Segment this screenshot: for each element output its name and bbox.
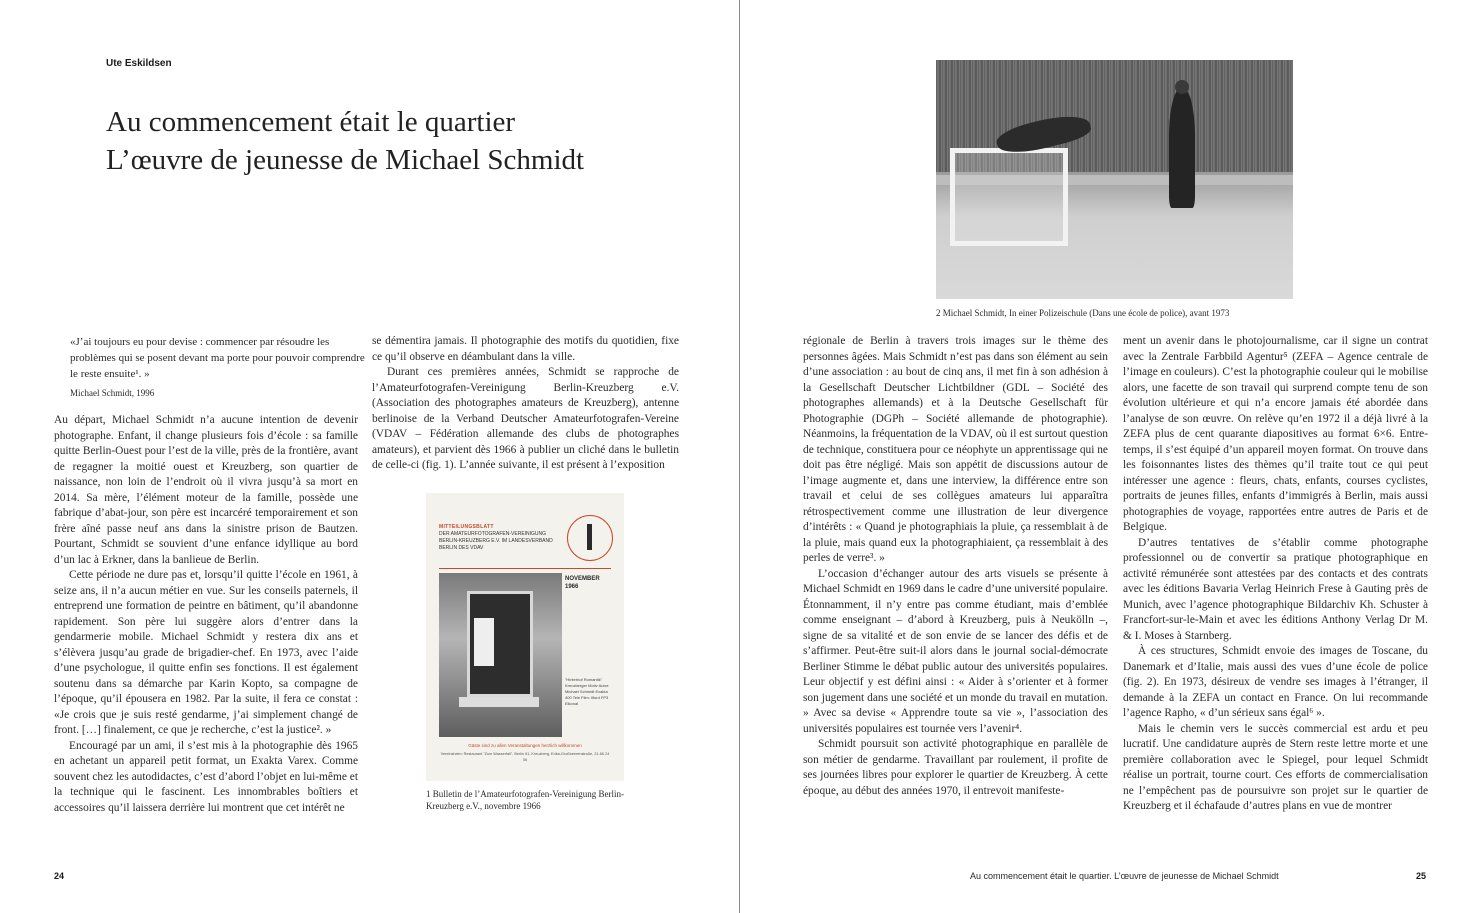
epigraph [70, 334, 370, 401]
page-number-left: 24 [54, 871, 65, 881]
bulletin-issue [565, 575, 600, 591]
club-emblem-icon [567, 515, 613, 561]
figure-2-police-school-photo [936, 60, 1293, 299]
running-head: Au commencement était le quartier. L’œuvre de jeunesse de Michael Schmidt [970, 871, 1279, 881]
bulletin-rule [439, 568, 611, 569]
figure-1-caption: 1 Bulletin de l’Amateurfotografen-Vereinigung Berlin-Kreuzberg e.V., novembre 1966 [426, 789, 624, 811]
text-column-2 [372, 334, 679, 474]
bulletin-subheader: DER AMATEURFOTOGRAFEN-VEREINIGUNG BERLIN-KREUZBERG E.V. IM LANDESVERBAND BERLIN DES VDAV [439, 531, 553, 551]
paragraph: D’autres tentatives de s’établir comme photographe professionnel ou de convertir sa pratique photographique en activité rémunérée sont attestées par des contacts et des contrats avec les éditions Bavaria Verlag Heinrich Frese à Gauting près de Munich, avec l’agence photographique Bildarchiv Kh. Schuster à Francfort-sur-le-Main et avec les éditions Anthony Verlag Dr M. & I. Moses à Starnberg. [1123, 536, 1428, 642]
title-line-1: Au commencement était le quartier [106, 106, 516, 138]
bulletin-page [435, 511, 615, 771]
paragraph: Au départ, Michael Schmidt n’a aucune intention de devenir photographe. Enfant, il change plusieurs fois d’école : sa famille quitte Berlin-Ouest pour l’est de la ville, près de la frontière, avant de regagner la moitié ouest et Kreuzberg, son quartier de naissance, non loin de l’endroit où il vivra jusqu’à sa mort en 2014. Sa mère, l’élément moteur de la famille, possède une fabrique d’abat-jour, son père est incarcéré temporairement et son frère aîné passe neuf ans dans la sinistre prison de Bautzen. Pourtant, Schmidt se souvient d’une enfance idyllique au bord d’un lac à Erkner, dans la banlieue de Berlin. [54, 414, 358, 566]
hanging-cloth-shape [474, 618, 494, 666]
text-column-1 [54, 413, 358, 816]
paragraph: ment un avenir dans le photojournalisme, car il signe un contrat avec la Zentrale Farbbild Agentur⁵ (ZEFA – Agence centrale de l’image en couleurs). C’est la photographie couleur qui le mobilise alors, une facette de son travail qui surprend compte tenu de son évolution ultérieure et qui n’a encore jamais été abordée dans l’analyse de son œuvre. On relève qu’en 1972 il a déjà livré à la ZEFA plus de cent quarante diapositives au format 6×6. Entre-temps, il s’est équipé d’un appareil moyen format. On trouve dans les foisonnantes listes des thèmes qu’il traite tout ce qui peut intéresser une agence : fleurs, chats, enfants, courses cyclistes, portraits de jeunes filles, enfants d’immigrés à Berlin, mais aussi photographies de voyage, rapportées entre autres de Paris et de Belgique. [1123, 335, 1428, 533]
paragraph: À ces structures, Schmidt envoie des images de Toscane, du Danemark et d’Italie, mais aussi des vues d’une école de police (fig. 2). En 1973, désireux de vendre ses images à l’étranger, il demande à la ZEFA un contact en France. On lui recommande l’agence Rapho, « d’un sérieux sans égal⁶ ». [1123, 645, 1428, 719]
page-gutter [739, 0, 740, 913]
photo-credit: "Hinterhof Romantik" Kreuzberger Motiv Autor: Michael Schmidt Exakta 400 Tele Film: Ilford FP3 Elkonal [565, 677, 610, 706]
bulletin-photo [439, 573, 562, 737]
bulletin-welcome: Gäste sind zu allen Veranstaltungen herzlich willkommen [468, 743, 582, 748]
epigraph-quote: «J’ai toujours eu pour devise : commencer par résoudre les problèmes qui se posent devant ma porte pour pouvoir comprendre le reste ensuite¹. » [70, 336, 365, 380]
text-column-4 [1123, 334, 1428, 815]
paragraph: Encouragé par un ami, il s’est mis à la photographie dès 1965 en achetant un appareil petit format, un Exakta Varex. Comme souvent chez les autodidactes, c’est d’abord l’objet en lui-même et la technique qui le fascinent. Les innombrables boîtiers et accessoires qu’il laissera derrière lui montrent que cet intérêt ne [54, 739, 358, 814]
bulletin-year: 1966 [565, 584, 579, 590]
hurdle-shape [950, 148, 1068, 246]
paragraph: régionale de Berlin à travers trois images sur le thème des personnes âgées. Mais Schmidt n’est pas dans son élément au sein d’une association : au bout de cinq ans, il met fin à son adhésion à la Gesellschaft Deutscher Lichtbildner (GDL – Société des photographes allemands) et à la Deutsche Gesellschaft für Photographie (DGPh – Société allemande de photographie). Néanmoins, la fréquentation de la VDAV, où il est surtout question de technique, constituera pour ce néophyte un apprentissage qui ne doit pas être négligé. Mais son appétit de discussions autour de l’image augmente et, dans une interview, la différence entre son travail et celui de ses collègues amateurs lui apparaîtra rétrospectivement comme une illustration de leur divergence d’intérêts : « Quand je photographiais la pluie, ça ressemblait à de la pluie, mais quand eux la photographiaient, ça ressemblait à des perles de verre³. » [803, 335, 1108, 564]
article-title [106, 103, 584, 179]
paragraph: Durant ces premières années, Schmidt se rapproche de l’Amateurfotografen-Vereinigung Berlin-Kreuzberg e.V. (Association des photographes amateurs de Kreuzberg), antenne berlinoise de la Verband Deutscher Amateurfotografen-Vereine (VDAV – Fédération allemande des clubs de photographes amateurs), et parvient dès 1966 à publier un cliché dans le bulletin de celle-ci (fig. 1). L’année suivante, il est présent à l’exposition [372, 366, 679, 471]
bulletin-venue: Vereinsheim: Restaurant "Zum Wasserfall", Berlin 61, Kreuzberg, Erika-Großbeerenstraße, 21-66 24 06 [440, 752, 610, 762]
bulletin-month: NOVEMBER [565, 576, 600, 582]
bulletin-header: MITTEILUNGSBLATT [439, 524, 494, 530]
police-officer-shape [1169, 90, 1195, 208]
page-number-right: 25 [1416, 871, 1427, 881]
paragraph: Schmidt poursuit son activité photographique en parallèle de son métier de gendarme. Travaillant par roulement, il profite de ses journées libres pour explorer le quartier de Kreuzberg. À cette époque, au début des années 1970, il entrevoit manifeste- [803, 738, 1108, 797]
figure-2-caption: 2 Michael Schmidt, In einer Polizeischule (Dans une école de police), avant 1973 [936, 308, 1230, 318]
paragraph: Mais le chemin vers le succès commercial est ardu et peu lucratif. Une candidature auprès de Stern reste lettre morte et une première collaboration avec le Spiegel, pour lequel Schmidt réalise un portrait, tourne court. Ces efforts de commercialisation ne l’empêchent pas de poursuivre son projet sur le quartier de Kreuzberg et il échafaude d’autres plans en vue de montrer [1123, 722, 1428, 812]
church-tower-icon [587, 524, 592, 550]
title-line-2: L’œuvre de jeunesse de Michael Schmidt [106, 144, 585, 176]
paragraph: L’occasion d’échanger autour des arts visuels se présente à Michael Schmidt en 1969 dans le cadre d’une université populaire. Étonnamment, il n’y entre pas comme étudiant, mais d’emblée comme enseignant – d’abord à Kreuzberg, puis à Neukölln –, signe de sa vitalité et de son envie de se lancer des défis et de s’affirmer. Peut-être suit-il alors dans le journal social-démocrate Berliner Stimme le débat public autour des universités populaires. Leur objectif y est défini ainsi : « Aider à s’orienter et à former son jugement dans une société et un monde du travail en mutation. » Avec sa devise « Apprendre toute sa vie », l’association des universités populaires est tournée vers l’avenir⁴. [803, 567, 1108, 735]
window-sill-shape [459, 697, 539, 707]
text-column-3 [803, 334, 1108, 799]
figure-1-bulletin [426, 493, 624, 781]
epigraph-source: Michael Schmidt, 1996 [70, 388, 155, 398]
paragraph: Cette période ne dure pas et, lorsqu’il quitte l’école en 1961, à seize ans, il n’a aucun métier en vue. Sur les conseils paternels, il entreprend une formation de peintre en bâtiment, qu’il abandonne rapidement. Son père lui suggère alors d’entrer dans la gendarmerie mobile. Michael Schmidt y restera dix ans et s’élèvera jusqu’au grade de brigadier-chef. En 1973, avec l’aide d’une psychologue, il quitte enfin ses fonctions. Il est également soutenu dans sa démarche par Karin Kopto, sa compagne de l’époque, qu’il épousera en 1982. Par la suite, il fera ce constat : «Je crois que je suis resté gendarme, j’ai simplement changé de front. […] finalement, ce que je recherche, c’est la justice². » [54, 569, 358, 736]
author-name: Ute Eskildsen [106, 58, 172, 69]
officer-head-shape [1175, 80, 1189, 94]
paragraph: se démentira jamais. Il photographie des motifs du quotidien, fixe ce qu’il observe en déambulant dans la ville. [372, 335, 679, 363]
